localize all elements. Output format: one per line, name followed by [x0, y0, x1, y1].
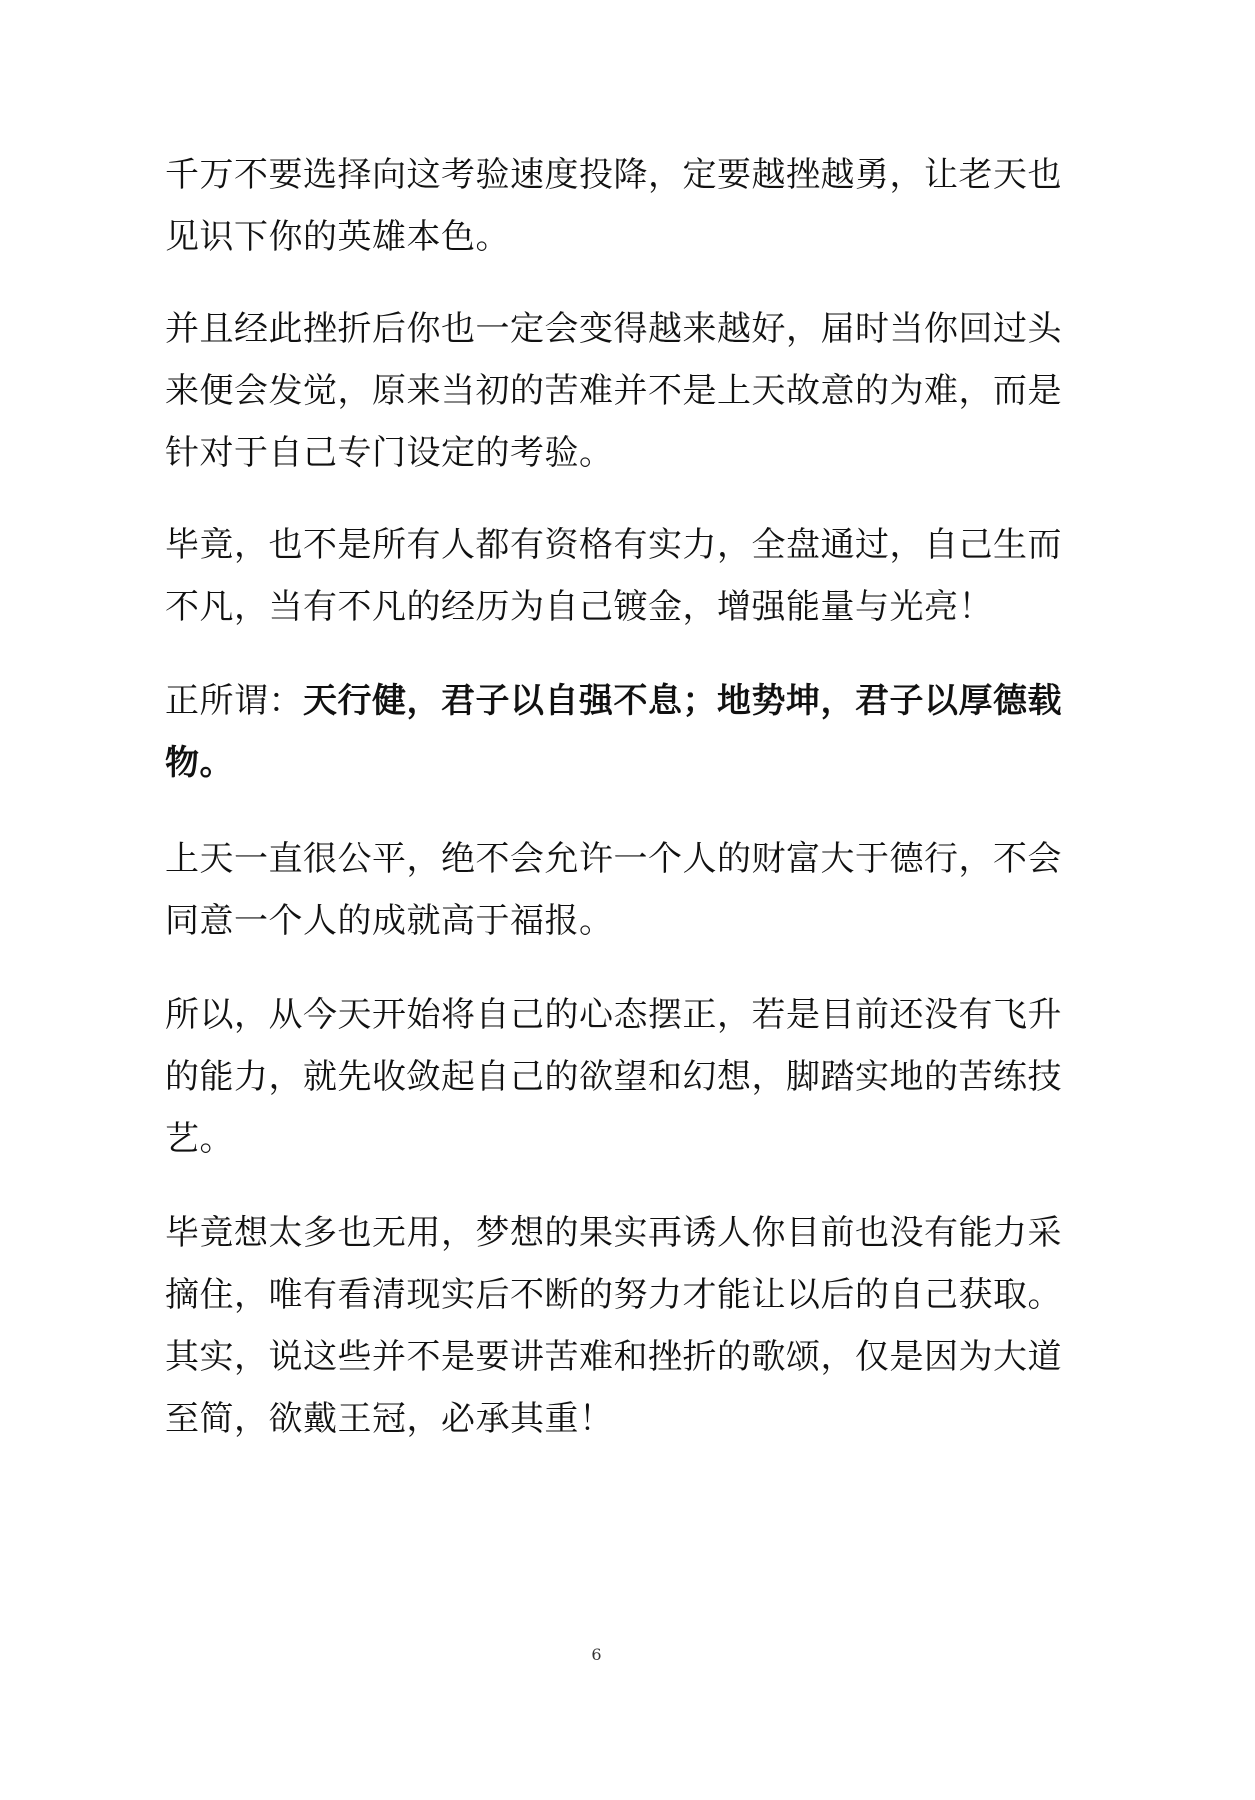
paragraph-6 — [165, 984, 1065, 1170]
text-line: 艺。 — [165, 1119, 234, 1159]
text-line: 并且经此挫折后你也一定会变得越来越好，届时当你回过头 — [165, 309, 1062, 349]
quote-prefix: 正所谓： — [165, 681, 303, 721]
text-line: 来便会发觉，原来当初的苦难并不是上天故意的为难，而是 — [165, 371, 1062, 411]
text-line: 不凡，当有不凡的经历为自己镀金，增强能量与光亮！ — [165, 587, 993, 627]
paragraph-4-quote — [165, 670, 1065, 794]
text-line: 针对于自己专门设定的考验。 — [165, 433, 614, 473]
quote-bold-text: 天行健，君子以自强不息；地势坤，君子以厚德载 — [303, 681, 1062, 721]
paragraph-7 — [165, 1202, 1065, 1450]
text-line: 毕竟，也不是所有人都有资格有实力，全盘通过，自己生而 — [165, 525, 1062, 565]
text-line: 至简，欲戴王冠，必承其重！ — [165, 1399, 614, 1439]
paragraph-2 — [165, 298, 1065, 484]
text-line: 毕竟想太多也无用，梦想的果实再诱人你目前也没有能力采 — [165, 1213, 1062, 1253]
quote-line-2: 物。 — [165, 743, 234, 783]
text-line: 同意一个人的成就高于福报。 — [165, 901, 614, 941]
paragraph-5 — [165, 828, 1065, 952]
text-line: 上天一直很公平，绝不会允许一个人的财富大于德行，不会 — [165, 839, 1062, 879]
paragraph-3 — [165, 514, 1065, 638]
text-line: 见识下你的英雄本色。 — [165, 217, 510, 257]
page-number: 6 — [591, 1645, 602, 1664]
paragraph-1 — [165, 144, 1065, 268]
quote-line-1 — [165, 670, 1065, 732]
text-line: 摘住，唯有看清现实后不断的努力才能让以后的自己获取。 — [165, 1275, 1062, 1315]
text-line: 所以，从今天开始将自己的心态摆正，若是目前还没有飞升 — [165, 995, 1062, 1035]
text-line: 千万不要选择向这考验速度投降，定要越挫越勇，让老天也 — [165, 155, 1062, 195]
text-line: 其实，说这些并不是要讲苦难和挫折的歌颂，仅是因为大道 — [165, 1337, 1062, 1377]
text-line: 的能力，就先收敛起自己的欲望和幻想，脚踏实地的苦练技 — [165, 1057, 1062, 1097]
